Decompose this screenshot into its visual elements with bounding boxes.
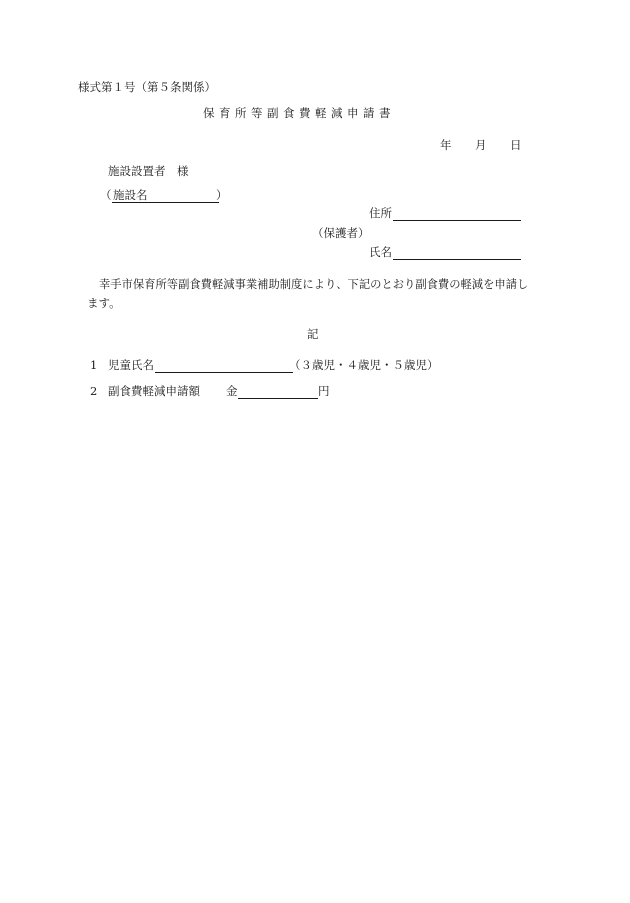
- amount-underline: [238, 398, 318, 399]
- body-text-line-2: ます。: [87, 296, 121, 310]
- child-name-underline: [155, 372, 293, 373]
- addressee: 施設設置者 様: [108, 164, 189, 178]
- item-1-number: 1: [90, 358, 98, 372]
- date-year: 年: [440, 138, 452, 152]
- body-text-line-1: 幸手市保育所等副食費軽減事業補助制度により、下記のとおり副食費の軽減を申請し: [99, 278, 529, 291]
- date-day: 日: [510, 138, 522, 152]
- facility-close-paren: ）: [216, 188, 228, 202]
- item-2-prefix: 金: [226, 384, 238, 398]
- guardian-label: （保護者）: [312, 226, 370, 240]
- address-label: 住所: [369, 206, 392, 220]
- date-month: 月: [475, 138, 487, 152]
- item-1-label: 児童氏名: [108, 358, 154, 372]
- ki-heading: 記: [307, 327, 319, 341]
- form-label: 様式第１号（第５条関係）: [78, 80, 216, 94]
- name-underline: [393, 259, 521, 260]
- item-2-suffix: 円: [318, 384, 330, 398]
- item-2-number: 2: [90, 384, 98, 398]
- name-label: 氏名: [369, 245, 392, 259]
- facility-label: 施設名: [113, 188, 148, 202]
- facility-open-paren: （: [100, 188, 112, 202]
- facility-name-underline: [112, 202, 219, 203]
- address-underline: [393, 220, 521, 221]
- item-1-suffix: （３歳児・４歳児・５歳児）: [289, 358, 439, 372]
- item-2-label: 副食費軽減申請額: [108, 384, 200, 398]
- document-title: 保育所等副食費軽減申請書: [203, 106, 395, 120]
